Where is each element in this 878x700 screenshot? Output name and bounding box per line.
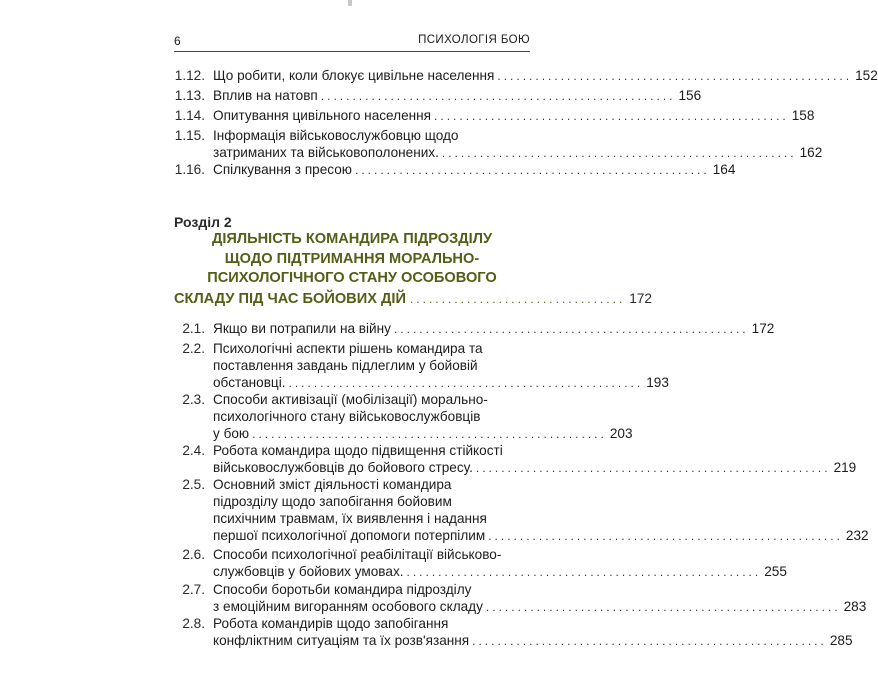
toc-entry-number: 2.3. [182, 392, 205, 407]
leader-dots: ........................................................ [393, 322, 749, 336]
toc-entry[interactable] [174, 476, 869, 545]
toc-entry[interactable] [174, 340, 669, 392]
leader-dots: ........................................................ [355, 163, 710, 177]
chapter-title-line: ЩОДО ПІДТРИМАННЯ МОРАЛЬНО- [224, 250, 480, 267]
toc-entry[interactable] [174, 615, 853, 650]
leader-dots: ........................................................ [434, 109, 789, 123]
page-header [174, 33, 530, 52]
chapter-title-line: СКЛАДУ ПІД ЧАС БОЙОВИХ ДІЙ [174, 290, 406, 307]
toc-entry-page: 162 [799, 145, 823, 160]
chapter-title-line: ДІЯЛЬНІСТЬ КОМАНДИРА ПІДРОЗДІЛУ [211, 231, 493, 247]
toc-entry-title: Робота командирів щодо запобігання [213, 616, 449, 631]
toc-entry-title: обстановці. [213, 375, 286, 390]
chapter-page: 172 [629, 290, 652, 306]
toc-entry-page: 164 [712, 162, 736, 177]
leader-dots: ........................................................ [252, 427, 607, 441]
leader-dots: ........................................................ [475, 461, 831, 475]
leader-dots: ........................................................ [320, 89, 676, 103]
chapter-title[interactable] [174, 230, 652, 309]
toc-entry-title: Способи психологічної реабілітації військово- [213, 547, 502, 562]
toc-entry[interactable] [174, 87, 702, 105]
toc-entry-title: Спілкування з пресою [213, 162, 353, 177]
toc-entry-title: Психологічні аспекти рішень командира та [213, 341, 483, 356]
toc-entry-title: Способи боротьби командира підрозділу [213, 582, 472, 597]
toc-entry-number: 1.12. [174, 68, 205, 83]
toc-entry-page: 285 [829, 633, 853, 648]
toc-entry[interactable] [174, 127, 823, 162]
leader-dots: ........................................................ [488, 529, 843, 543]
toc-entry-title: психічним травмам, їх виявлення і надання [213, 511, 487, 526]
toc-entry-title: конфліктним ситуаціям та їх розв'язання [213, 633, 470, 648]
toc-entry-title: військовослужбовців до бойового стресу. [213, 460, 473, 475]
toc-entry-page: 172 [751, 321, 775, 336]
toc-entry-page: 283 [843, 599, 867, 614]
toc-entry-number: 1.14. [174, 108, 205, 123]
toc-entry-number: 2.2. [182, 341, 205, 356]
toc-entry-title: Способи активізації (мобілізації) морально- [213, 392, 488, 407]
toc-entry-page: 156 [678, 88, 702, 103]
toc-entry[interactable] [174, 442, 857, 477]
toc-entry-title: Робота командира щодо підвищення стійкості [213, 443, 503, 458]
leader-dots: .................................. [409, 291, 626, 306]
toc-entry-page: 158 [791, 108, 815, 123]
toc-entry-page: 219 [833, 460, 857, 475]
toc-entry-title: Вплив на натовп [213, 88, 318, 103]
toc-entry[interactable] [174, 161, 736, 179]
toc-entry-title: Опитування цивільного населення [213, 108, 432, 123]
toc-entry-title: службовців у бойових умовах. [213, 564, 404, 579]
toc-entry-title: Інформація військовослужбовцю щодо [213, 128, 459, 143]
toc-entry-title: затриманих та військовополонених. [213, 145, 439, 160]
leader-dots: ........................................................ [497, 69, 853, 83]
toc-entry-title: з емоційним вигоранням особового складу [213, 599, 483, 614]
toc-entry[interactable] [174, 546, 787, 581]
toc-entry-number: 2.7. [182, 582, 205, 597]
toc-entry-page: 255 [764, 564, 787, 579]
toc-entry-page: 232 [845, 528, 869, 543]
toc-entry-title: першої психологічної допомоги потерпілим [213, 528, 486, 543]
toc-entry-title: Основний зміст діяльності командира [213, 477, 452, 492]
toc-entry-page: 152 [855, 68, 878, 83]
toc-entry[interactable] [174, 391, 633, 443]
toc-entry-number: 1.15. [174, 128, 205, 143]
toc-entry[interactable] [174, 320, 775, 338]
leader-dots: ........................................................ [406, 565, 762, 579]
toc-entry-number: 2.5. [182, 477, 205, 492]
toc-entry-title: поставлення завдань підлеглим у бойовій [213, 358, 478, 373]
chapter-title-line: ПСИХОЛОГІЧНОГО СТАНУ ОСОБОВОГО [207, 270, 497, 286]
leader-dots: ........................................................ [472, 634, 827, 648]
toc-entry-number: 2.1. [182, 321, 205, 336]
toc-entry-page: 193 [646, 375, 669, 390]
toc-entry-title: психологічного стану військовослужбовців [213, 409, 481, 424]
toc-entry-number: 2.4. [182, 443, 205, 458]
toc-entry-title: Якщо ви потрапили на війну [213, 321, 391, 336]
toc-entry-title: у бою [213, 426, 250, 441]
toc-entry-title: Що робити, коли блокує цивільне населення [213, 68, 495, 83]
page-number: 6 [174, 34, 181, 48]
toc-entry-number: 1.16. [174, 162, 205, 177]
toc-entry-title: підрозділу щодо запобігання бойовим [213, 494, 452, 509]
toc-entry[interactable] [174, 107, 815, 125]
leader-dots: ........................................................ [441, 146, 797, 160]
toc-entry-number: 1.13. [174, 88, 205, 103]
toc-entry-number: 2.6. [182, 547, 205, 562]
toc-entry[interactable] [174, 581, 867, 616]
toc-entry-number: 2.8. [182, 616, 205, 631]
scan-mark [348, 0, 352, 6]
toc-entry[interactable] [174, 67, 878, 85]
leader-dots: ........................................................ [485, 600, 841, 614]
chapter-label: Розділ 2 [174, 214, 232, 230]
leader-dots: ........................................................ [288, 376, 644, 390]
running-title: ПСИХОЛОГІЯ БОЮ [418, 34, 530, 46]
toc-entry-page: 203 [609, 426, 633, 441]
